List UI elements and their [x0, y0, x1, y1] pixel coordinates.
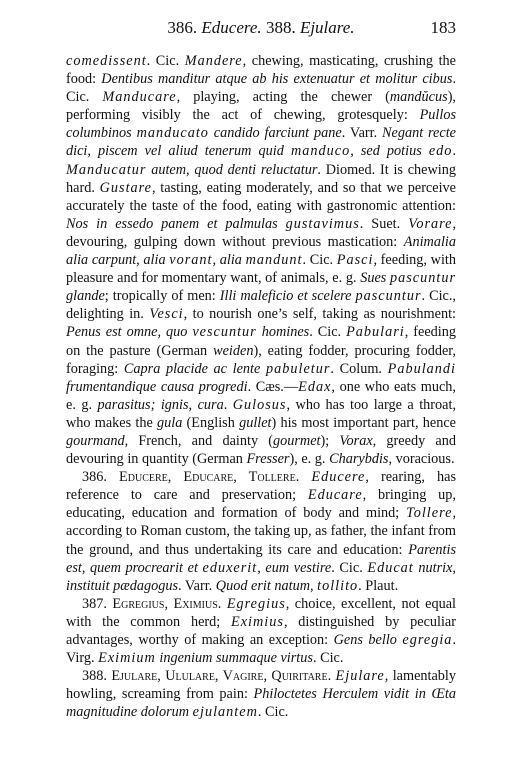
text-run: , lamentably howling, screaming from pain: — [66, 668, 457, 703]
text-run: , according to Roman custom, the taking up, as father, the infant from the ground, and thus undertaking its care and education: — [66, 505, 456, 558]
text-run: . Varr. — [341, 125, 383, 142]
text-run: . Cic., delighting in. — [66, 288, 456, 323]
text-run: . Cic. — [66, 71, 456, 106]
text-run: ), e. g. — [289, 451, 330, 468]
text-run: Vorax — [339, 432, 373, 449]
text-run: autem, quod denti reluctatur — [146, 161, 318, 178]
text-run: ), performing visibly the act of chewing, grotesquely: — [66, 89, 456, 124]
text-run: , playing, acting the chewer ( — [176, 89, 390, 106]
text-run: ); — [320, 432, 340, 449]
text-run: Educare — [307, 487, 363, 504]
text-run: , greedy and devouring in quantity (German — [66, 432, 456, 468]
text-run: 386. — [82, 469, 120, 486]
text-run: . Suet. — [359, 215, 409, 232]
text-run: Manducatur — [66, 161, 147, 178]
text-run: homines — [256, 324, 310, 341]
text-run: , rearing, has reference to care and preservation; — [66, 469, 456, 504]
text-run: vorant — [169, 252, 213, 269]
text-run: . Cic. — [309, 324, 347, 341]
text-run: 388. — [82, 668, 112, 685]
text-run: . Cic. — [146, 53, 185, 69]
text-run: ejulantem — [192, 704, 258, 721]
text-run: Parentis est, quem procrearit et — [66, 541, 456, 576]
text-run: , bringing up, educating, education and formation of body and mind; — [66, 487, 456, 522]
text-run: Eximius — [231, 613, 284, 630]
text-run: . Cic. — [257, 704, 289, 721]
text-run: Gulosus — [232, 396, 287, 413]
paragraph — [66, 667, 456, 721]
header-section-a: 386. — [167, 18, 198, 37]
text-run: Mandere — [184, 53, 243, 69]
text-run: Philoctetes Herculem vidit in Œta magnitudine dolorum — [66, 686, 456, 721]
running-title — [66, 18, 456, 38]
text-run: , alia — [212, 252, 246, 269]
text-run: , tasting, eating moderately, and so that we perceive accurately the taste of the food, eating with gastronomic attention: — [66, 179, 456, 214]
text-run: Dentibus manditur atque ab his extenuatur et molitur cibus — [101, 71, 453, 88]
text-run: . Cic. — [302, 252, 337, 269]
text-run: Pullos columbinos — [66, 107, 456, 142]
text-run: manduco — [290, 143, 351, 160]
body-text — [66, 52, 456, 721]
text-run: Educere — [311, 469, 366, 486]
text-run: manducato — [136, 125, 209, 142]
text-run: , choice, excellent, not equal with the common herd; — [66, 595, 457, 630]
text-run: eduxerit — [202, 559, 258, 576]
text-run: mandŭcus — [389, 89, 448, 106]
text-run: gourmet — [273, 432, 321, 449]
text-run: edo — [428, 143, 453, 160]
text-run: weiden — [213, 342, 254, 359]
header-section-b: 388. — [265, 18, 296, 37]
text-run: , feeding, with pleasure and for momentary want, of animals, e. g. — [66, 252, 456, 287]
text-run: , one who eats much, e. g. — [66, 378, 456, 413]
text-run: Educere, Educare, Tollere — [119, 469, 296, 486]
text-run: Illi maleficio et scelere — [219, 288, 356, 305]
text-run: Nos in essedo panem et palmulas — [66, 215, 286, 232]
text-run: , to nourish one’s self, taking as nourishment: — [183, 306, 457, 323]
text-run: . — [295, 469, 312, 486]
text-run: Pabulandi — [387, 360, 456, 377]
running-header — [66, 18, 456, 40]
text-run: Fresser — [246, 451, 290, 468]
header-word-a: Educere. — [201, 18, 262, 37]
text-run: . Colum. — [330, 360, 388, 377]
text-run: nutrix, instituit pædagogus — [66, 559, 456, 594]
text-run: , who has too large a throat, who makes the — [66, 396, 457, 431]
text-run: , devouring, gulping down without previous mastication: — [66, 215, 457, 250]
text-run: . Plaut. — [358, 577, 399, 594]
text-run: Edax — [298, 378, 332, 395]
text-run: gullet — [239, 414, 272, 431]
text-run: Charybdis — [329, 451, 389, 468]
text-run: Penus est omne, quo — [66, 324, 193, 341]
text-run: Tollere — [406, 505, 453, 522]
text-run: Pasci — [336, 252, 374, 269]
text-run: Vesci — [149, 306, 184, 323]
text-run: Ejulare, Ululare, Vagire, Quiritare — [111, 668, 328, 685]
text-run: Negant recte dici, piscem vel aliud tenerum quid — [66, 125, 456, 160]
text-run: . Virg. — [66, 632, 456, 667]
text-run: pascuntur — [390, 270, 456, 287]
text-run: , eum vestire — [257, 559, 332, 576]
text-run: Gustare — [99, 179, 153, 196]
text-run: . — [452, 143, 456, 160]
text-run: , chewing, masticating, crushing the food: — [66, 53, 457, 88]
text-run: vescuntur — [192, 324, 257, 341]
text-run: mandunt — [245, 252, 303, 269]
text-run: . — [327, 668, 336, 685]
text-run: gula — [157, 414, 183, 431]
text-run: Capra placide ac lente — [123, 360, 266, 377]
text-run: . — [223, 396, 233, 413]
text-run: , feeding on the pasture (German — [66, 324, 456, 359]
text-run: . Cic. — [312, 650, 344, 667]
paragraph — [66, 595, 456, 667]
text-run: Educat — [367, 559, 414, 576]
text-run: ; tropically of men: — [104, 288, 220, 305]
text-run: gourmand — [66, 432, 125, 449]
text-run: egregia — [402, 632, 453, 648]
text-run: , voracious. — [388, 451, 455, 468]
text-run: Quod erit natum, — [215, 577, 318, 594]
text-run: Manducare — [102, 89, 177, 106]
text-run: . Cæs.— — [247, 378, 299, 395]
text-run: pascuntur — [355, 288, 422, 305]
text-run: glande — [66, 288, 105, 305]
page-number: 183 — [430, 18, 456, 37]
text-run: candido farciunt pane — [208, 125, 342, 142]
text-run: comedissent — [66, 53, 147, 69]
text-run: pabuletur — [265, 360, 331, 377]
text-run: tollito — [317, 577, 359, 594]
text-run: gustavimus — [285, 215, 360, 232]
text-run: frumentandique causa progredi — [66, 378, 248, 395]
text-run: Gens bello — [333, 632, 403, 648]
text-run: ingenium summaque virtus — [155, 650, 313, 667]
paragraph — [66, 52, 456, 468]
text-run: Animalia alia carpunt, alia — [66, 233, 456, 269]
text-run: Vorare — [408, 215, 453, 232]
text-run: ), eating fodder, procuring fodder, foraging: — [66, 342, 456, 377]
text-run: Ejulare — [335, 668, 385, 685]
text-run: Sues — [360, 270, 390, 287]
text-run: , sed potius — [350, 143, 429, 160]
text-run: Egregius, Eximius — [112, 595, 218, 612]
text-run: (English — [182, 414, 240, 431]
text-run: Egregius — [226, 595, 286, 612]
text-run: ) his most important part, hence — [271, 414, 457, 431]
text-run: 387. — [82, 595, 113, 612]
text-run: , distinguished by peculiar advantages, worthy of making an exception: — [66, 613, 457, 648]
text-run: . — [217, 595, 227, 612]
text-run: . Varr. — [178, 577, 216, 594]
text-run: Pabulari — [346, 324, 405, 341]
header-word-b: Ejulare. — [299, 18, 355, 37]
text-run: . Diomed. It is chewing hard. — [66, 161, 456, 196]
text-run: . Cic. — [331, 559, 368, 576]
paragraph — [66, 468, 456, 595]
text-run: parasitus; ignis, cura — [97, 396, 224, 413]
text-run: , French, and dainty ( — [124, 432, 274, 449]
text-run: Eximium — [98, 650, 156, 667]
